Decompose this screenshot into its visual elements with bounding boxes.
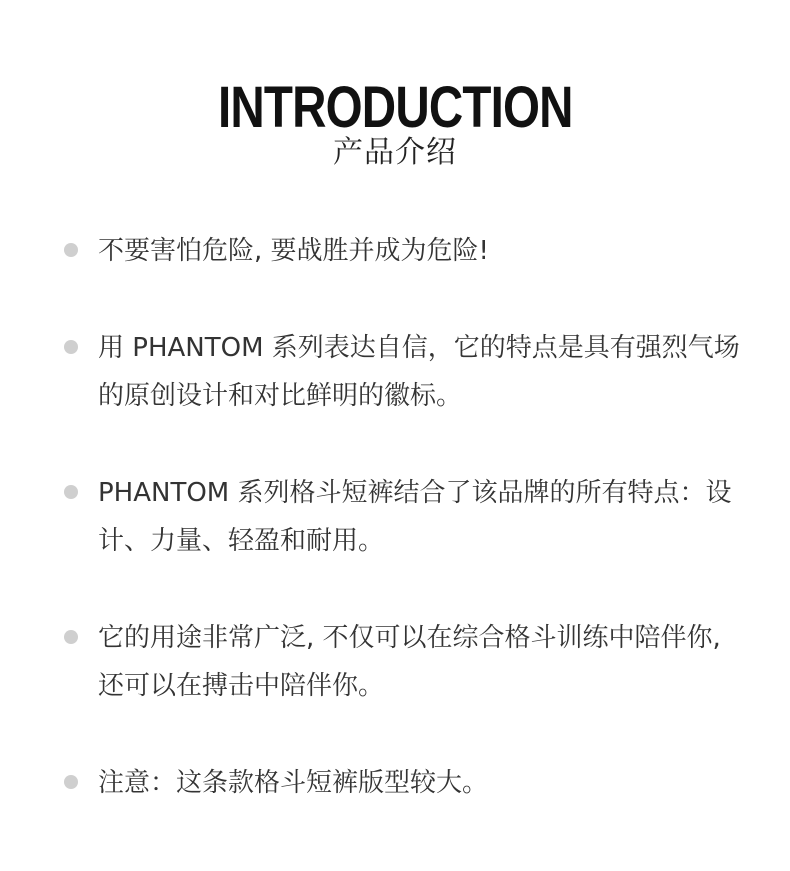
bullet-dot-icon: [64, 243, 78, 257]
list-item: [62, 324, 742, 420]
list-item: [62, 227, 742, 275]
bullet-dot-icon: [64, 775, 78, 789]
list-item: [62, 469, 742, 565]
intro-header: [0, 75, 790, 170]
page-title: INTRODUCTION: [217, 75, 573, 140]
list-item-text: 注意：这条款格斗短裤版型较大。: [98, 768, 489, 798]
list-item-text: 它的用途非常广泛, 不仅可以在综合格斗训练中陪伴你, 还可以在搏击中陪伴你。: [98, 623, 721, 701]
list-item: [62, 759, 742, 807]
list-item-text: 不要害怕危险, 要战胜并成为危险!: [98, 236, 489, 266]
bullet-dot-icon: [64, 340, 78, 354]
list-item-text: 用 PHANTOM 系列表达自信，它的特点是具有强烈气场的原创设计和对比鲜明的徽标。: [98, 333, 740, 411]
bullet-dot-icon: [64, 485, 78, 499]
feature-list: [62, 227, 742, 856]
list-item-text: PHANTOM 系列格斗短裤结合了该品牌的所有特点：设计、力量、轻盈和耐用。: [98, 478, 732, 556]
list-item: [62, 614, 742, 710]
page-subtitle: 产品介绍: [333, 135, 457, 170]
bullet-dot-icon: [64, 630, 78, 644]
